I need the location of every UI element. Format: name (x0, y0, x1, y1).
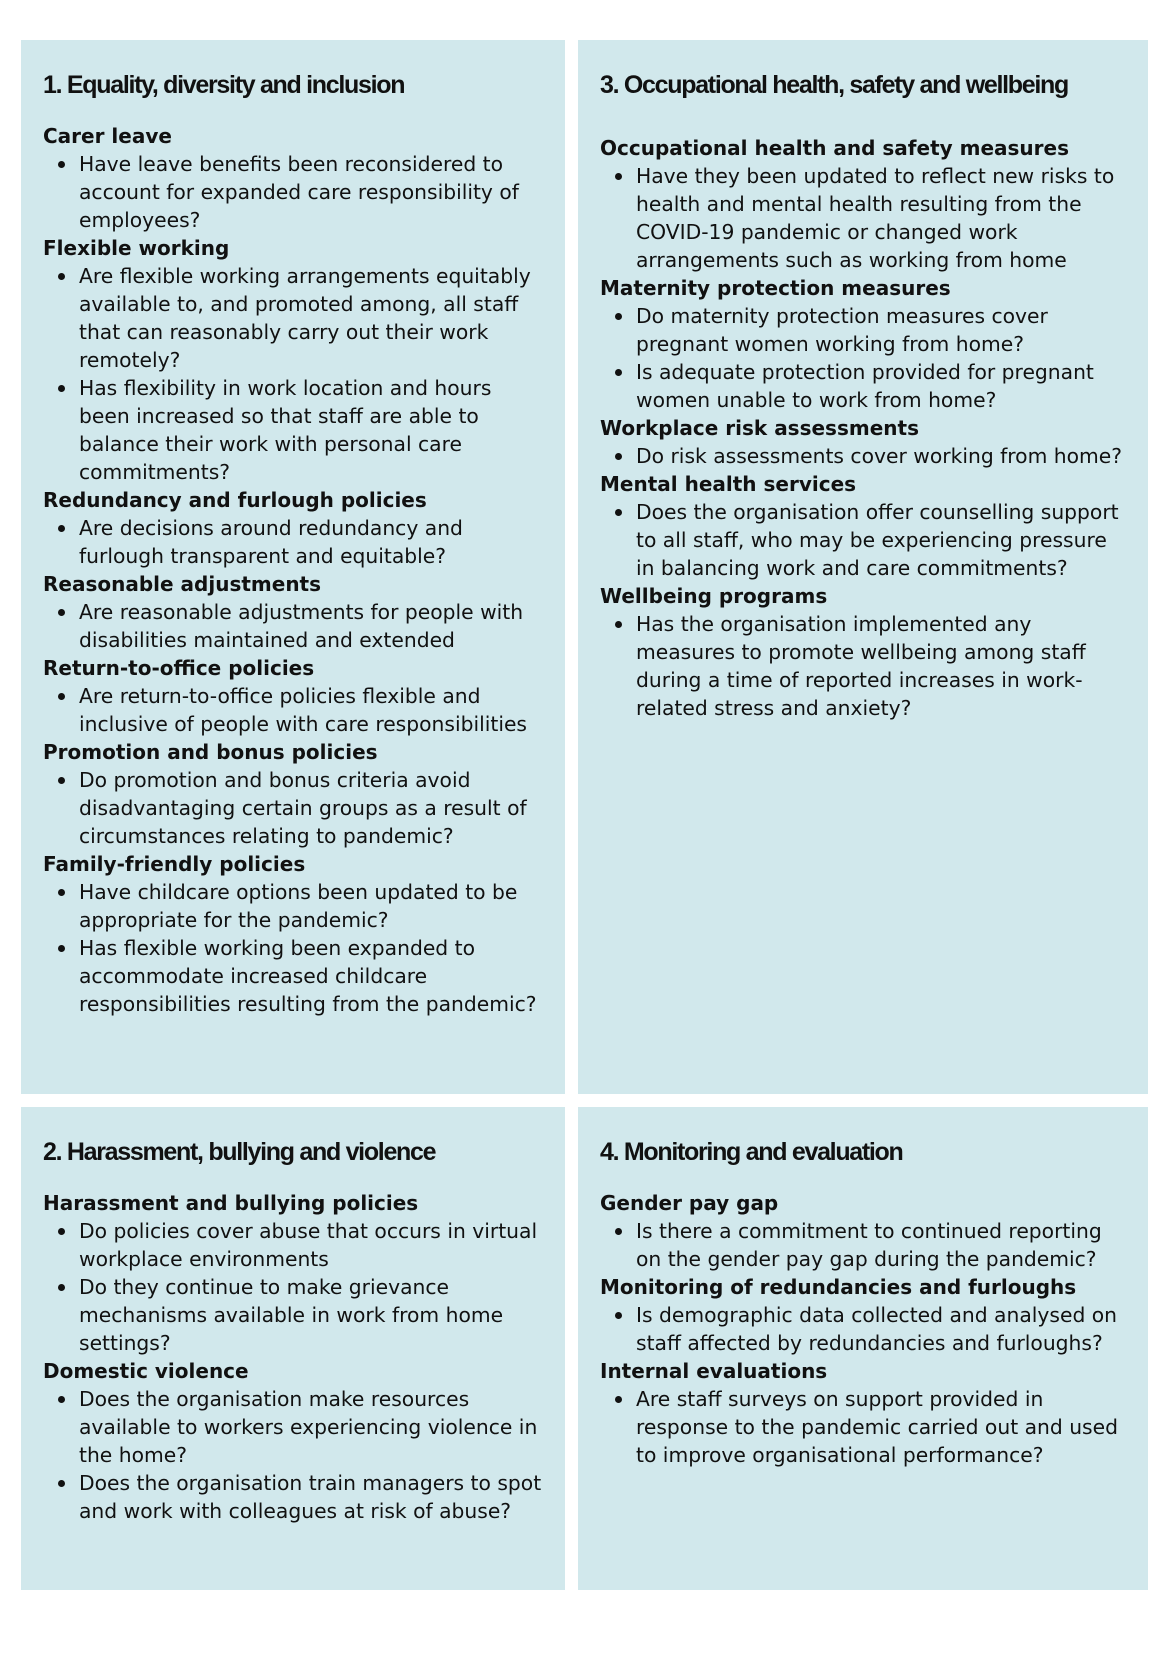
panel-title: 4. Monitoring and evaluation (600, 1138, 903, 1166)
list-item: Are return-to-office policies flexible and inclusive of people with care responsibilities (79, 682, 543, 738)
section-heading: Harassment and bullying policies (43, 1191, 419, 1215)
bullet-list (43, 514, 543, 570)
bullet-list (600, 1301, 1126, 1357)
section-heading: Domestic violence (43, 1359, 249, 1383)
list-item: Is adequate protection provided for pregnant women unable to work from home? (636, 358, 1126, 414)
list-item: Is demographic data collected and analysed on staff affected by redundancies and furloughs? (636, 1301, 1126, 1357)
section-heading: Flexible working (43, 236, 230, 260)
bullet-list (43, 766, 543, 850)
section-heading: Return-to-office policies (43, 656, 315, 680)
list-item: Do maternity protection measures cover pregnant women working from home? (636, 302, 1126, 358)
bullet-list (600, 302, 1126, 414)
list-item: Have leave benefits been reconsidered to account for expanded care responsibility of employees? (79, 150, 543, 234)
section-heading: Carer leave (43, 124, 172, 148)
section-heading: Promotion and bonus policies (43, 740, 378, 764)
bullet-list (600, 162, 1126, 274)
section-heading: Monitoring of redundancies and furloughs (600, 1275, 1077, 1299)
list-item: Does the organisation train managers to spot and work with colleagues at risk of abuse? (79, 1471, 542, 1523)
list-item: Do risk assessments cover working from home? (636, 442, 1126, 470)
section-heading: Internal evaluations (600, 1359, 828, 1383)
list-item: Are staff surveys on support provided in response to the pandemic carried out and used to improve organisational performance? (636, 1385, 1126, 1469)
list-item: Do promotion and bonus criteria avoid disadvantaging certain groups as a result of circumstances relating to pandemic? (79, 766, 543, 850)
bullet-list (43, 878, 543, 1018)
bullet-list (43, 1385, 543, 1525)
bullet-list (600, 1385, 1126, 1469)
panel-monitoring-evaluation (578, 1107, 1148, 1590)
list-item: Are flexible working arrangements equitably available to, and promoted among, all staff that can reasonably carry out their work remotely? (79, 262, 543, 374)
section-heading: Redundancy and furlough policies (43, 488, 427, 512)
panel-title: 3. Occupational health, safety and wellbeing (600, 71, 1068, 99)
panel-equality-diversity-inclusion (21, 40, 565, 1094)
section-heading: Workplace risk assessments (600, 416, 919, 440)
list-item: Does the organisation make resources available to workers experiencing violence in the home? (79, 1385, 543, 1469)
bullet-list (43, 1217, 543, 1357)
section-heading: Maternity protection measures (600, 276, 951, 300)
panel-occupational-health-safety-wellbeing (578, 40, 1148, 1094)
panel-title: 2. Harassment, bullying and violence (43, 1138, 436, 1166)
list-item: Are reasonable adjustments for people with disabilities maintained and extended (79, 598, 543, 654)
bullet-list (43, 682, 543, 738)
list-item: Does the organisation offer counselling support to all staff, who may be experiencing pressure in balancing work and care commitments? (636, 498, 1126, 582)
bullet-list (600, 610, 1126, 722)
bullet-list (43, 262, 543, 486)
list-item: Is there a commitment to continued reporting on the gender pay gap during the pandemic? (636, 1217, 1126, 1273)
list-item: Are decisions around redundancy and furlough transparent and equitable? (79, 514, 543, 570)
bullet-list (600, 1217, 1126, 1273)
list-item: Do they continue to make grievance mechanisms available in work from home settings? (79, 1273, 543, 1357)
section-heading: Reasonable adjustments (43, 572, 322, 596)
section-heading: Mental health services (600, 472, 857, 496)
panel-title: 1. Equality, diversity and inclusion (43, 71, 405, 99)
list-item: Have childcare options been updated to be appropriate for the pandemic? (79, 878, 543, 934)
list-item: Do policies cover abuse that occurs in virtual workplace environments (79, 1217, 543, 1273)
section-heading: Wellbeing programs (600, 584, 828, 608)
list-item: Has the organisation implemented any measures to promote wellbeing among staff during a time of reported increases in work-related stress and anxiety? (636, 610, 1126, 722)
bullet-list (43, 598, 543, 654)
list-item: Has flexibility in work location and hours been increased so that staff are able to balance their work with personal care commitments? (79, 374, 543, 486)
section-heading: Family-friendly policies (43, 852, 306, 876)
list-item: Has flexible working been expanded to accommodate increased childcare responsibilities resulting from the pandemic? (79, 934, 543, 1018)
bullet-list (600, 442, 1126, 470)
bullet-list (600, 498, 1126, 582)
section-heading: Gender pay gap (600, 1191, 779, 1215)
list-item: Have they been updated to reflect new risks to health and mental health resulting from the COVID-19 pandemic or changed work arrangements such as working from home (636, 162, 1126, 274)
bullet-list (43, 150, 543, 234)
section-heading: Occupational health and safety measures (600, 136, 1070, 160)
panel-harassment-bullying-violence (21, 1107, 565, 1590)
